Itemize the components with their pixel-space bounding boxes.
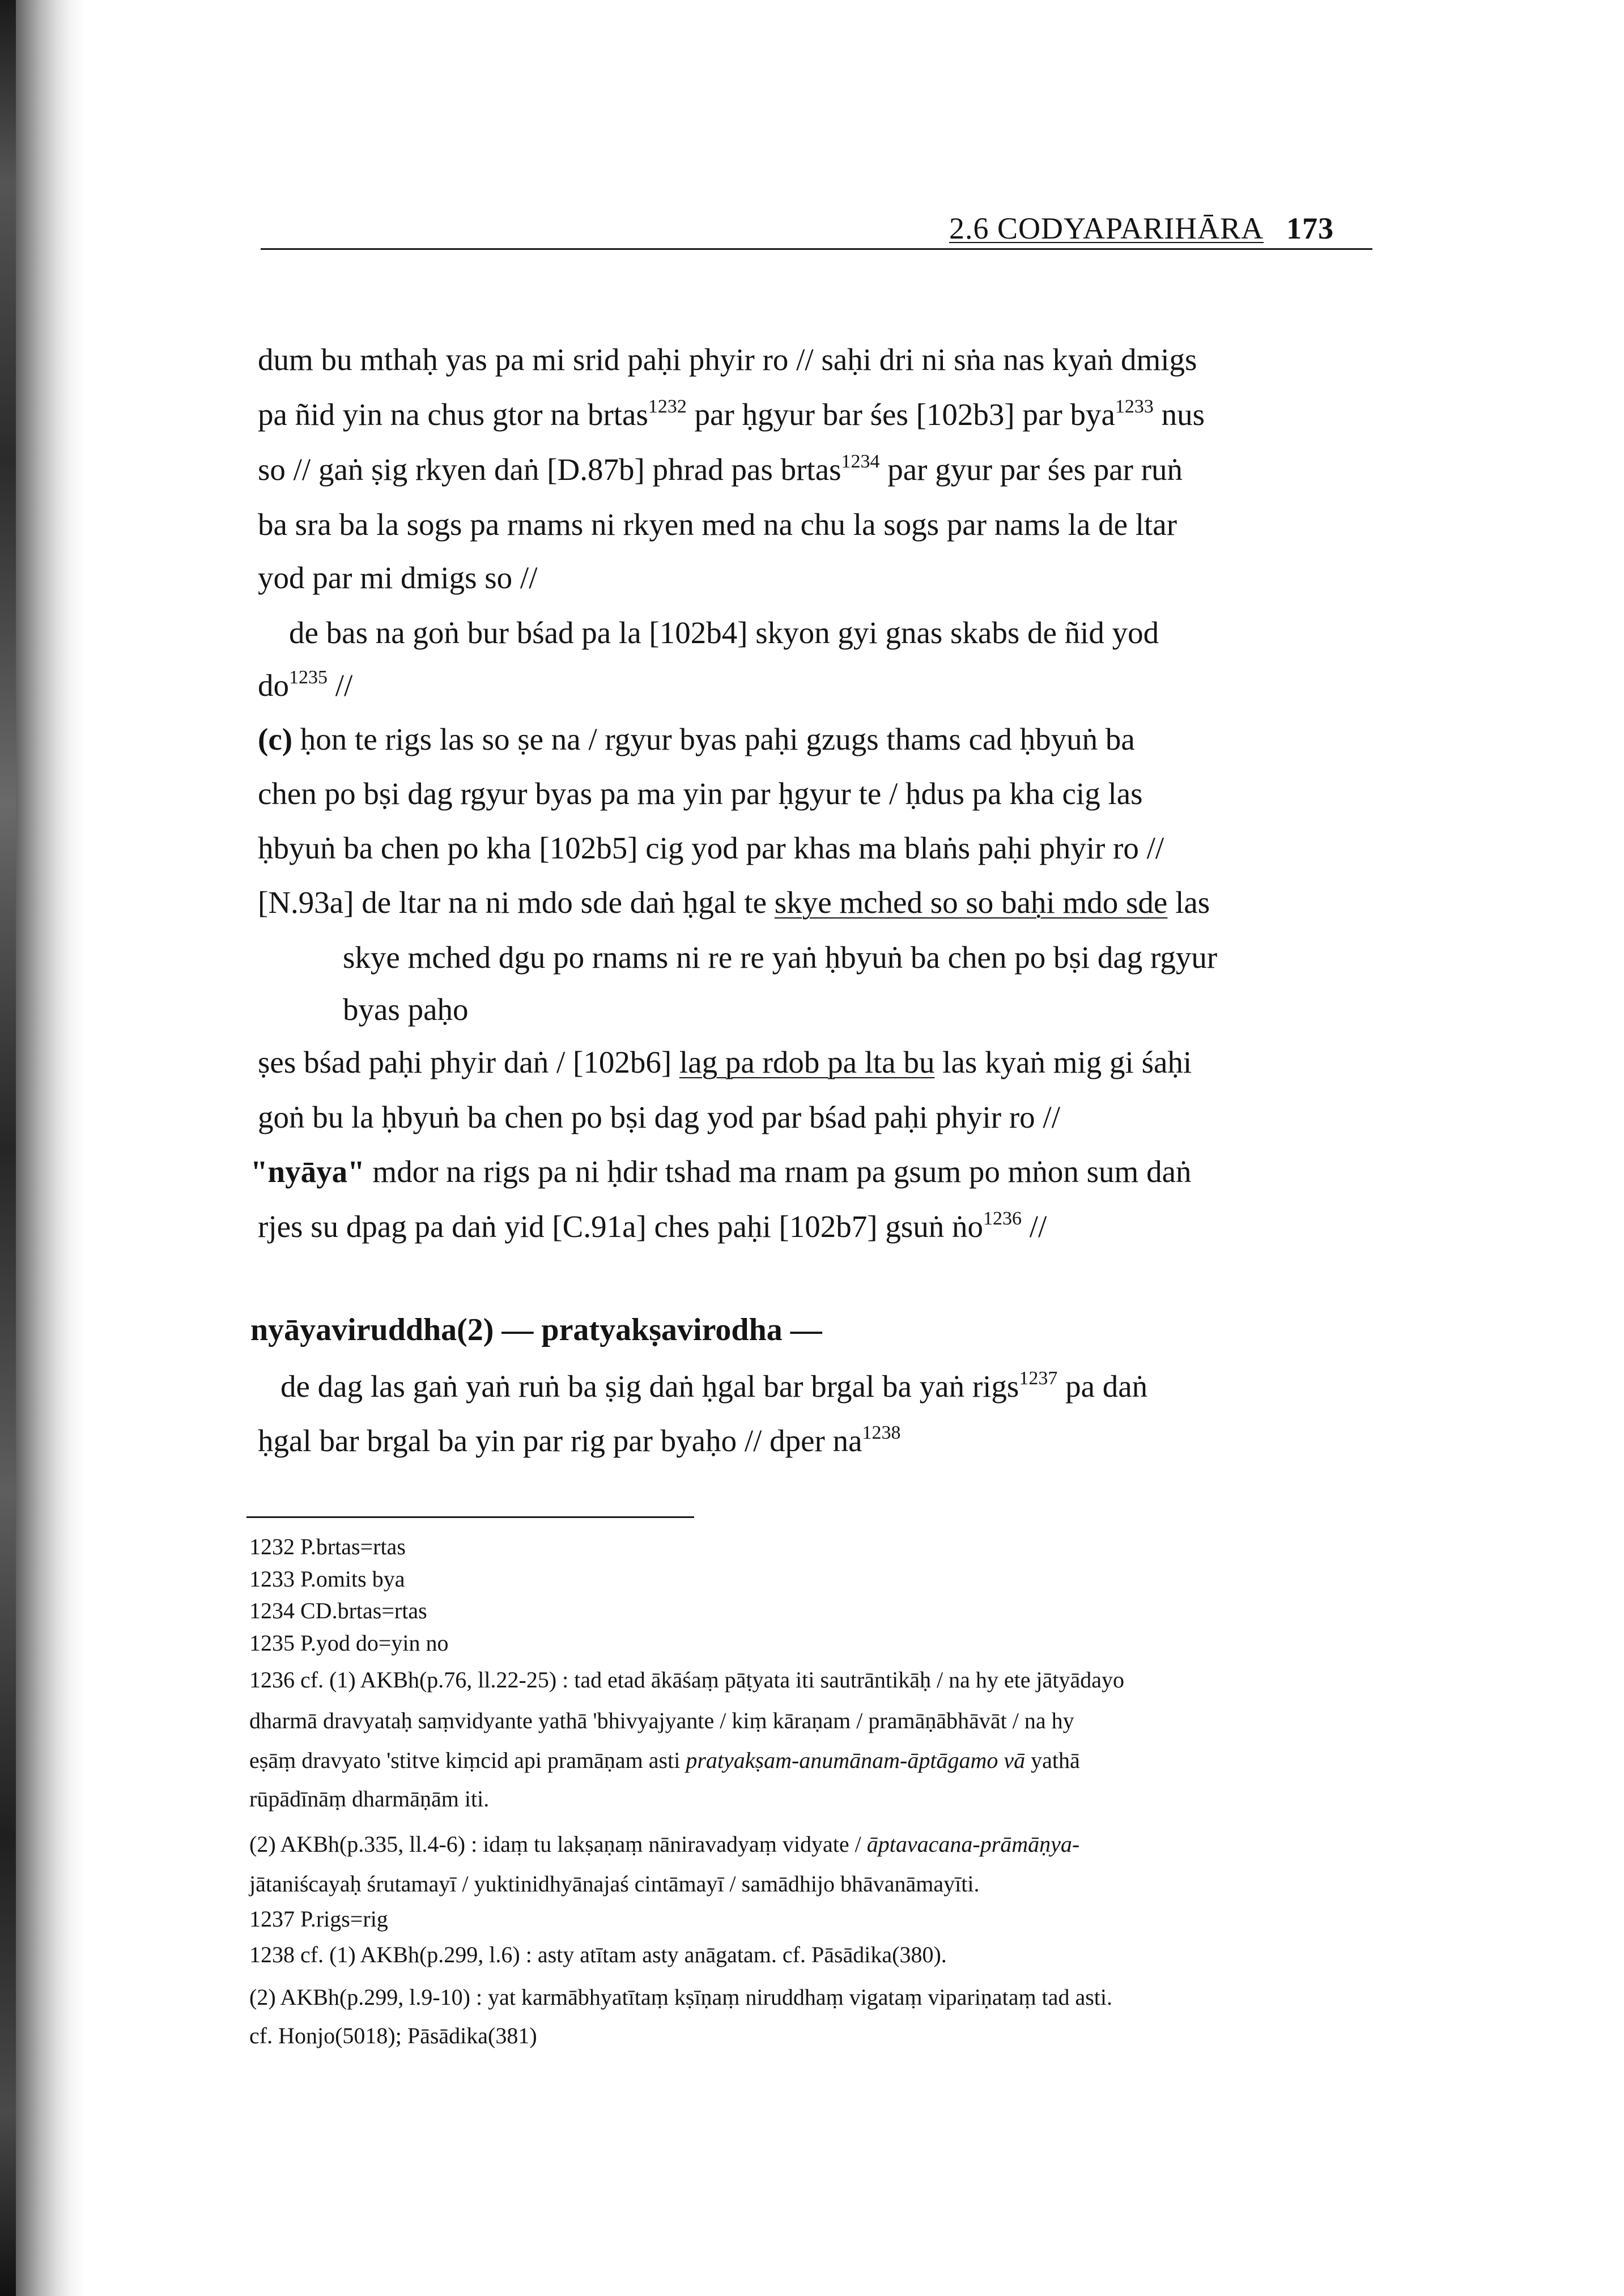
quote-line: byas paḥo	[343, 992, 469, 1027]
text-line: rjes su dpag pa daṅ yid [C.91a] ches paḥi [102b7] gsuṅ ṅo$^{1236}$ //	[258, 1208, 1047, 1244]
text-line: "nyāya" mdor na rigs pa ni ḥdir tshad ma rnam pa gsum po mṅon sum daṅ	[250, 1154, 1192, 1189]
text-line: [N.93a] de ltar na ni mdo sde daṅ ḥgal te skye mched so so baḥi mdo sde las	[258, 885, 1210, 920]
footnote: 1235 P.yod do=yin no	[249, 1630, 449, 1656]
footnote: 1234 CD.brtas=rtas	[249, 1598, 427, 1623]
section-heading: nyāyaviruddha(2) — pratyakṣavirodha —	[250, 1312, 822, 1347]
text-line: pa ñid yin na chus gtor na brtas$^{1232}$ par ḥgyur bar śes [102b3] par bya$^{1233}$ nus	[258, 396, 1205, 432]
footnote: 1238 cf. (1) AKBh(p.299, l.6) : asty atītam asty anāgatam. cf. Pāsādika(380).	[249, 1942, 947, 1967]
text-line: $do^{1235}$ //	[258, 667, 353, 703]
text-line: ba sra ba la sogs pa rnams ni rkyen med na chu la sogs par nams la de ltar	[258, 507, 1177, 542]
header-rule	[261, 248, 1372, 250]
footnote: rūpādīnāṃ dharmāṇām iti.	[249, 1786, 490, 1812]
footnote-ref[interactable]: 1236	[983, 1208, 1022, 1229]
underlined-title: lag pa rdob pa lta bu	[679, 1045, 935, 1079]
text-line: so // gaṅ ṣig rkyen daṅ [D.87b] phrad pas brtas$^{1234}$ par gyur par śes par ruṅ	[258, 451, 1183, 487]
footnote-ref[interactable]: 1233	[1115, 396, 1154, 417]
footnote: jātaniścayaḥ śrutamayī / yuktinidhyānajaś cintāmayī / samādhijo bhāvanāmayīti.	[249, 1871, 980, 1897]
page-number: 173	[1286, 211, 1334, 245]
section-title: 2.6 CODYAPARIHĀRA	[949, 211, 1264, 245]
footnote: 1237 P.rigs=rig	[249, 1906, 388, 1932]
footnote: eṣāṃ dravyato 'stitve kiṃcid api pramāṇam asti pratyakṣam-anumānam-āptāgamo vā yathā	[249, 1747, 1080, 1773]
text-line: chen po bṣi dag rgyur byas pa ma yin par ḥgyur te / ḥdus pa kha cig las	[258, 776, 1143, 811]
footnote: (2) AKBh(p.299, l.9-10) : yat karmābhyatītaṃ kṣīṇaṃ niruddhaṃ vigataṃ vipariṇataṃ tad asti.	[249, 1984, 1112, 2010]
footnote: cf. Honjo(5018); Pāsādika(381)	[249, 2023, 537, 2048]
footnote-ref[interactable]: 1235	[289, 667, 328, 688]
text-line: yod par mi dmigs so //	[258, 560, 538, 595]
footnote: 1232 P.brtas=rtas	[249, 1534, 406, 1559]
text-line: ḥgal bar brgal ba yin par rig par byaḥo // dper $na^{1238}$	[258, 1422, 901, 1458]
footnote-ref[interactable]: 1234	[841, 451, 880, 472]
footnote-ref[interactable]: 1238	[862, 1422, 901, 1443]
running-head	[949, 211, 1334, 246]
text-line: de bas na goṅ bur bśad pa la [102b4] skyon gyi gnas skabs de ñid yod	[289, 615, 1159, 650]
text-line: (c) ḥon te rigs las so ṣe na / rgyur byas paḥi gzugs thams cad ḥbyuṅ ba	[258, 722, 1135, 756]
footnote: (2) AKBh(p.335, ll.4-6) : idaṃ tu lakṣaṇaṃ nāniravadyaṃ vidyate / āptavacana-prāmāṇya-	[249, 1831, 1080, 1857]
term-label: "nyāya"	[250, 1154, 365, 1189]
underlined-title: skye mched so so baḥi mdo sde	[774, 885, 1168, 920]
text-line: dum bu mthaḥ yas pa mi srid paḥi phyir ro // saḥi dri ni sṅa nas kyaṅ dmigs	[258, 342, 1197, 377]
quote-line: skye mched dgu po rnams ni re re yaṅ ḥbyuṅ ba chen po bṣi dag rgyur	[343, 940, 1218, 975]
footnote: 1236 cf. (1) AKBh(p.76, ll.22-25) : tad etad ākāśaṃ pāṭyata iti sautrāntikāḥ / na hy ete jātyādayo	[249, 1667, 1124, 1693]
text-line: goṅ bu la ḥbyuṅ ba chen po bṣi dag yod par bśad paḥi phyir ro //	[258, 1100, 1060, 1134]
text-line: ḥbyuṅ ba chen po kha [102b5] cig yod par khas ma blaṅs paḥi phyir ro //	[258, 831, 1164, 865]
footnote: 1233 P.omits bya	[249, 1566, 405, 1592]
book-binding-edge	[0, 0, 16, 2296]
footnote-ref[interactable]: 1232	[648, 396, 687, 417]
text-line: ṣes bśad paḥi phyir daṅ / [102b6] lag pa rdob pa lta bu las kyaṅ mig gi śaḥi	[258, 1045, 1192, 1079]
item-label: (c)	[258, 722, 293, 756]
footnote-ref[interactable]: 1237	[1019, 1368, 1058, 1389]
text-line: de dag las gaṅ yaṅ ruṅ ba ṣig daṅ ḥgal bar brgal ba yaṅ rigs$^{1237}$ pa daṅ	[280, 1368, 1148, 1404]
footnote: dharmā dravyataḥ saṃvidyante yathā 'bhivyajyante / kiṃ kāraṇam / pramāṇābhāvāt / na hy	[249, 1708, 1074, 1733]
footnote-rule	[246, 1516, 694, 1518]
